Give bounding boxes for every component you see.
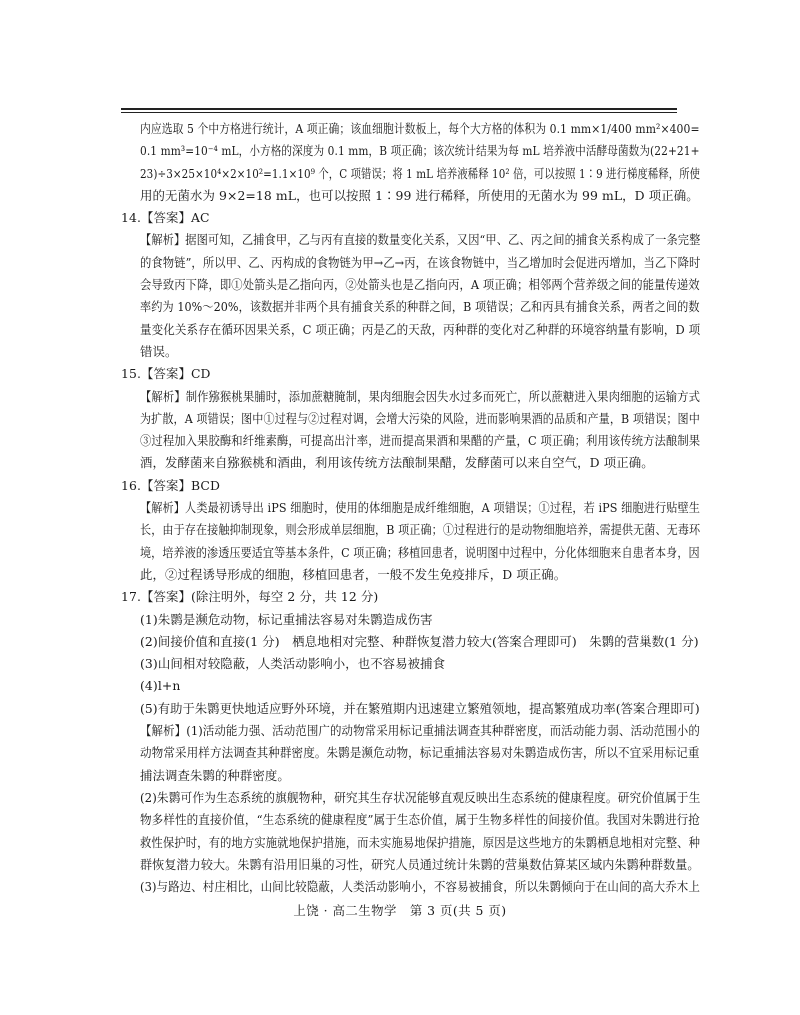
text-line: 用的无菌水为 9×2=18 mL，也可以按照 1∶99 进行稀释，所使用的无菌水为 99 mL，D 项正确。	[140, 187, 699, 203]
text-line: 动物常采用样方法调查其种群密度。朱鹮是濒危动物，标记重捕法容易对朱鹮造成伤害，所以不宜采用标记重	[140, 745, 700, 761]
header-rule-thin	[121, 112, 677, 113]
question-15	[121, 363, 701, 474]
text-line: 此，②过程诱导形成的细胞，移植回患者，一般不发生免疫排斥，D 项正确。	[140, 566, 567, 582]
analysis-block	[121, 229, 701, 363]
text-line: 【解析】人类最初诱导出 iPS 细胞时，使用的体细胞是成纤维细胞，A 项错误；①过程，若 iPS 细胞进行贴壁生	[140, 500, 701, 516]
text-line: 0.1 mm³=10⁻⁴ mL，小方格的深度为 0.1 mm，B 项正确；该次统计结果为每 mL 培养液中活酵母菌数为(22+21+	[140, 143, 700, 159]
answer-item: (1)朱鹮是濒危动物，标记重捕法容易对朱鹮造成伤害	[140, 611, 433, 627]
page-body	[121, 118, 701, 898]
answer-item: (2)间接价值和直接(1 分) 栖息地相对完整、种群恢复潜力较大(答案合理即可) 朱鹮的营巢数(1 分)	[140, 633, 699, 649]
text-line: 为扩散，A 项错误；图中①过程与②过程对调，会增大污染的风险，进而影响果酒的品质和产量，B 项错误；图中	[140, 410, 700, 426]
analysis-block	[121, 497, 701, 586]
text-line: 捕法调查朱鹮的种群密度。	[140, 767, 290, 783]
page-footer: 上饶 · 高二生物学 第 3 页(共 5 页)	[293, 903, 507, 918]
question-17	[121, 586, 701, 898]
answer-item: (5)有助于朱鹮更快地适应野外环境，并在繁殖期内迅速建立繁殖领地，提高繁殖成功率(答案合理即可)	[140, 700, 700, 716]
answer-heading: 14.【答案】AC	[121, 210, 210, 226]
text-line: 【解析】(1)活动能力强、活动范围广的动物常采用标记重捕法调查其种群密度，而活动能力弱、活动范围小的	[140, 723, 700, 739]
text-line: 【解析】据图可知，乙捕食甲，乙与丙有直接的数量变化关系，又因“甲、乙、丙之间的捕食关系构成了一条完整	[140, 232, 701, 248]
answer-heading: 15.【答案】CD	[121, 366, 211, 382]
text-line: (2)朱鹮可作为生态系统的旗舰物种，研究其生存状况能够直观反映出生态系统的健康程度。研究价值属于生	[140, 789, 701, 805]
text-line: 会导致丙下降，即①处箭头是乙指向丙，②处箭头也是乙指向丙，A 项正确；相邻两个营养级之间的能量传递效	[140, 277, 700, 293]
continuation-block	[121, 118, 701, 207]
text-line: 长，由于存在接触抑制现象，则会形成单层细胞，B 项正确；①过程进行的是动物细胞培养，需提供无菌、无毒环	[140, 522, 701, 538]
analysis-block	[121, 720, 701, 898]
answer-item: (3)山间相对较隐蔽，人类活动影响小，也不容易被捕食	[140, 656, 446, 672]
text-line: 物多样性的直接价值，“生态系统的健康程度”属于生态价值，属于生物多样性的间接价值。我国对朱鹮进行抢	[140, 812, 700, 828]
answer-items	[121, 609, 700, 720]
text-line: (3)与路边、村庄相比，山间比较隐蔽，人类活动影响小，不容易被捕食，所以朱鹮倾向于在山间的高大乔木上	[140, 879, 700, 895]
text-line: 救性保护时，有的地方实施就地保护措施，而未实施易地保护措施，原因是这些地方的朱鹮栖息地相对完整、种	[140, 834, 701, 850]
header-rule-thick	[121, 108, 677, 110]
text-line: 率约为 10%～20%，该数据并非两个具有捕食关系的种群之间，B 项错误；乙和丙具有捕食关系，两者之间的数	[140, 299, 700, 315]
text-line: 错误。	[140, 343, 178, 359]
text-line: 酒，发酵菌来自猕猴桃和酒曲，利用该传统方法酿制果醋，发酵菌可以来自空气，D 项正确。	[140, 455, 654, 471]
text-line: ③过程加入果胶酶和纤维素酶，可提高出汁率，进而提高果酒和果醋的产量，C 项正确；利用该传统方法酿制果	[140, 433, 701, 449]
text-line: 23)÷3×25×10⁴×2×10²=1.1×10⁹ 个，C 项错误；将 1 mL 培养液稀释 10² 倍，可以按照 1∶9 进行梯度稀释，所使	[140, 165, 701, 181]
text-line: 境，培养液的渗透压要适宜等基本条件，C 项正确；移植回患者，说明图中过程中，分化体细胞来自患者本身，因	[140, 544, 700, 560]
text-line: 群恢复潜力较大。朱鹮有沿用旧巢的习性，研究人员通过统计朱鹮的营巢数估算某区域内朱鹮种群数量。	[140, 856, 700, 872]
text-line: 量变化关系存在循环因果关系，C 项正确；丙是乙的天敌，丙种群的变化对乙种群的环境容纳量有影响，D 项	[140, 321, 701, 337]
answer-heading: 16.【答案】BCD	[121, 477, 221, 493]
question-14	[121, 207, 701, 363]
answer-item: (4)l+n	[140, 678, 181, 694]
answer-heading: 17.【答案】(除注明外，每空 2 分，共 12 分)	[121, 589, 379, 605]
analysis-block	[121, 386, 701, 475]
question-16	[121, 475, 701, 586]
text-line: 内应选取 5 个中方格进行统计，A 项正确；该血细胞计数板上，每个大方格的体积为 0.1 mm×1/400 mm²×400=	[140, 121, 700, 136]
text-line: 的食物链”，所以甲、乙、丙构成的食物链为甲→乙→丙，在该食物链中，当乙增加时会促进丙增加，当乙下降时	[140, 254, 701, 270]
text-line: 【解析】制作猕猴桃果脯时，添加蔗糖腌制，果肉细胞会因失水过多而死亡，所以蔗糖进入果肉细胞的运输方式	[140, 388, 701, 404]
